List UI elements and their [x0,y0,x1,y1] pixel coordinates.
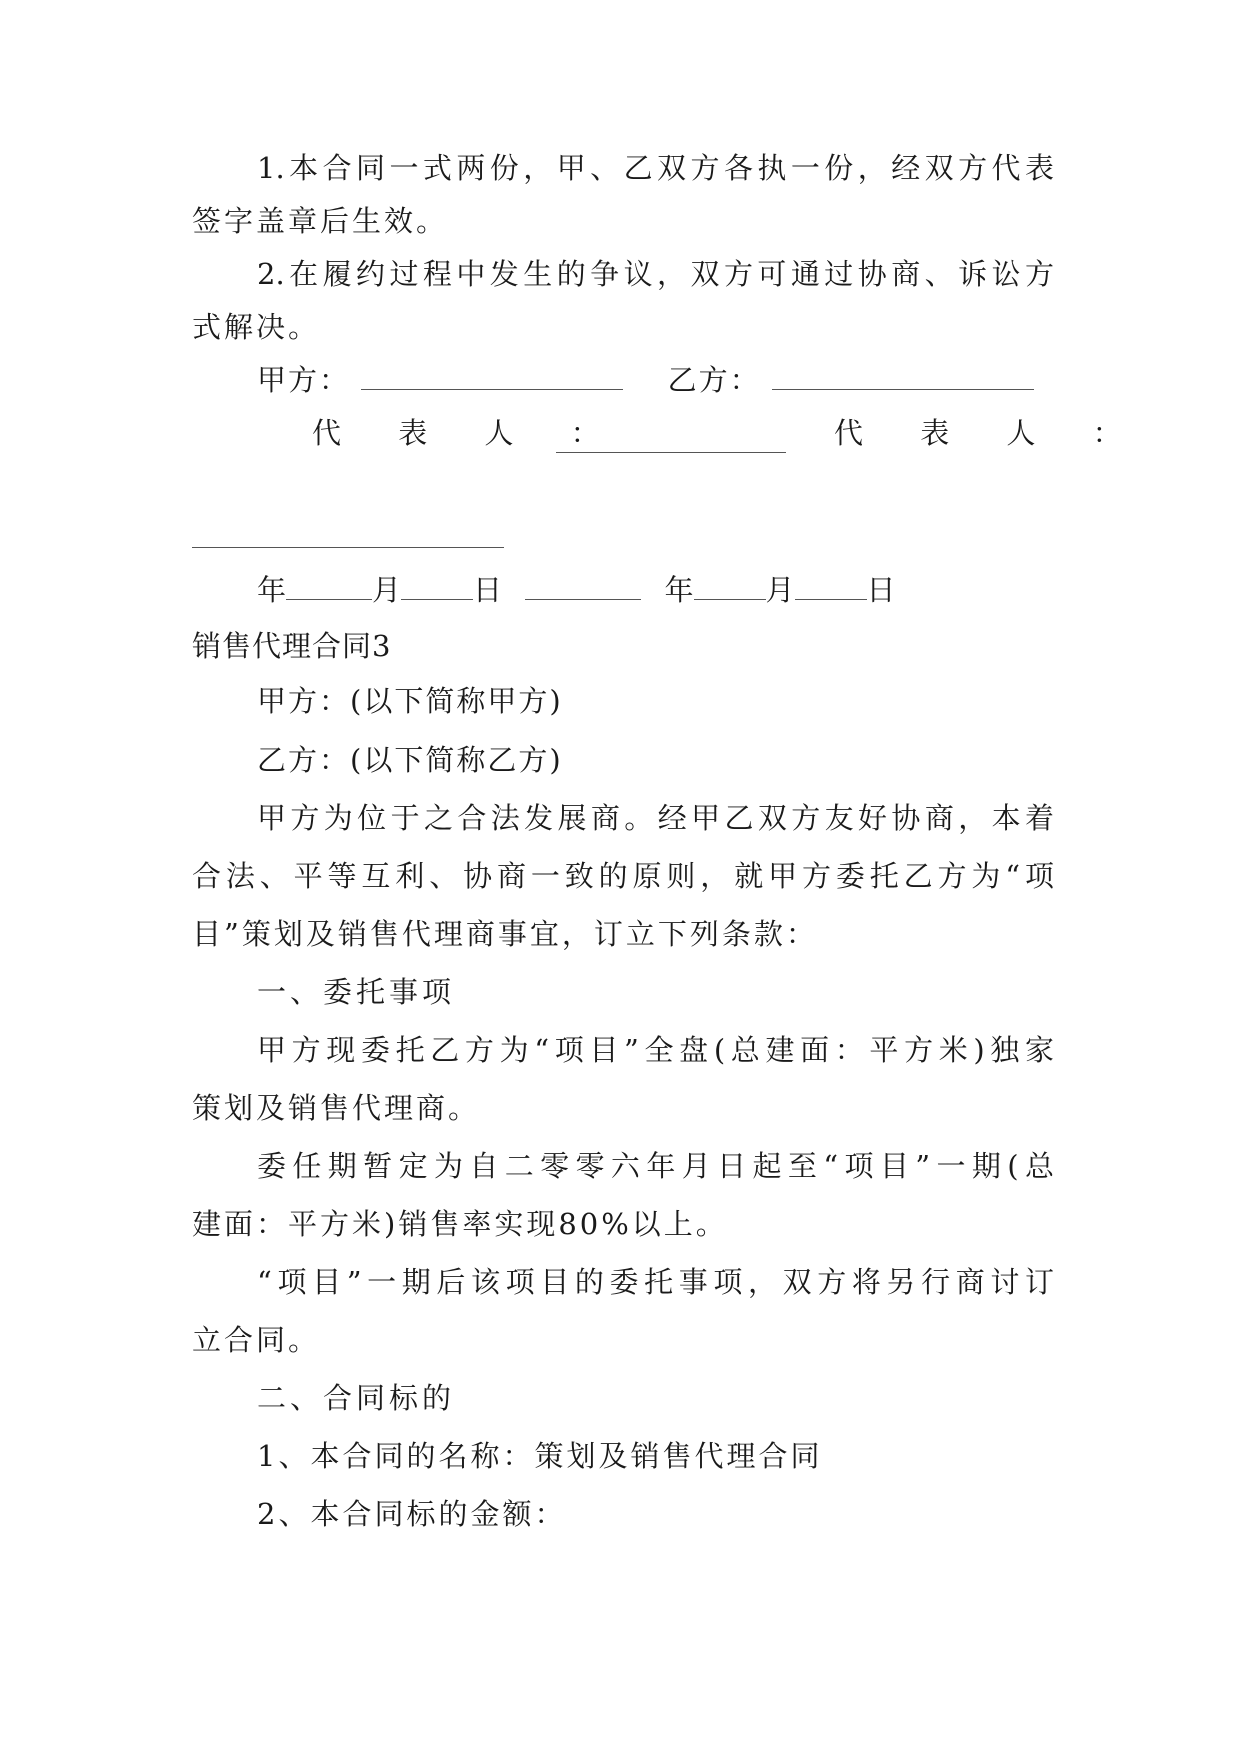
party-b-line: 乙方：(以下简称乙方) [257,743,563,777]
section-title: 销售代理合同3 [192,629,392,663]
heading-contract-subject: 二、合同标的 [257,1381,456,1415]
clause-2-line-2: 式解决。 [192,310,321,344]
signature-date-line [257,570,896,610]
rep-b-blank [192,525,504,548]
item-2-line-2: 建面：平方米)销售率实现80%以上。 [192,1207,728,1241]
date-a-year-blank [286,577,372,600]
subject-item-2: 2、本合同标的金额： [257,1497,567,1531]
subject-item-1: 1、本合同的名称：策划及销售代理合同 [257,1439,823,1473]
rep-a-blank [556,430,786,453]
clause-1-line-2: 签字盖章后生效。 [192,204,449,238]
party-a-blank [361,367,623,390]
item-3-line-2: 立合同。 [192,1323,321,1357]
intro-line-3: 目”策划及销售代理商事宜，订立下列条款： [192,917,818,951]
date-b-year: 年 [664,573,694,607]
item-2-line-1: 委任期暂定为自二零零六年月日起至“项目”一期(总 [257,1149,1054,1183]
party-a-label: 甲方： [257,363,351,397]
date-a-month-blank [401,577,473,600]
date-b-month-blank [795,577,867,600]
date-b-day: 日 [866,573,896,607]
clause-1-line-1: 1.本合同一式两份，甲、乙双方各执一份，经双方代表 [257,151,1054,185]
signature-parties-line [257,360,1034,400]
intro-line-2: 合法、平等互利、协商一致的原则，就甲方委托乙方为“项 [192,859,1054,893]
intro-line-1: 甲方为位于之合法发展商。经甲乙双方友好协商，本着 [257,801,1054,835]
heading-entrusted-matters: 一、委托事项 [257,975,456,1009]
date-b-year-blank [694,577,766,600]
party-b-label: 乙方： [667,363,761,397]
date-a-month: 月 [372,573,402,607]
date-a-year: 年 [257,573,287,607]
item-1-line-1: 甲方现委托乙方为“项目”全盘(总建面：平方米)独家 [257,1033,1054,1067]
rep-a-label: 代 表 人 ： [312,416,624,450]
date-separator-blank [525,577,641,600]
item-1-line-2: 策划及销售代理商。 [192,1091,481,1125]
date-b-month: 月 [765,573,795,607]
clause-2-line-1: 2.在履约过程中发生的争议，双方可通过协商、诉讼方 [257,257,1054,291]
party-b-blank [772,367,1034,390]
rep-b-label: 代 表 人 ： [834,416,1146,450]
party-a-line: 甲方：(以下简称甲方) [257,684,563,718]
date-a-day: 日 [473,573,503,607]
item-3-line-1: “项目”一期后该项目的委托事项，双方将另行商讨订 [257,1265,1054,1299]
